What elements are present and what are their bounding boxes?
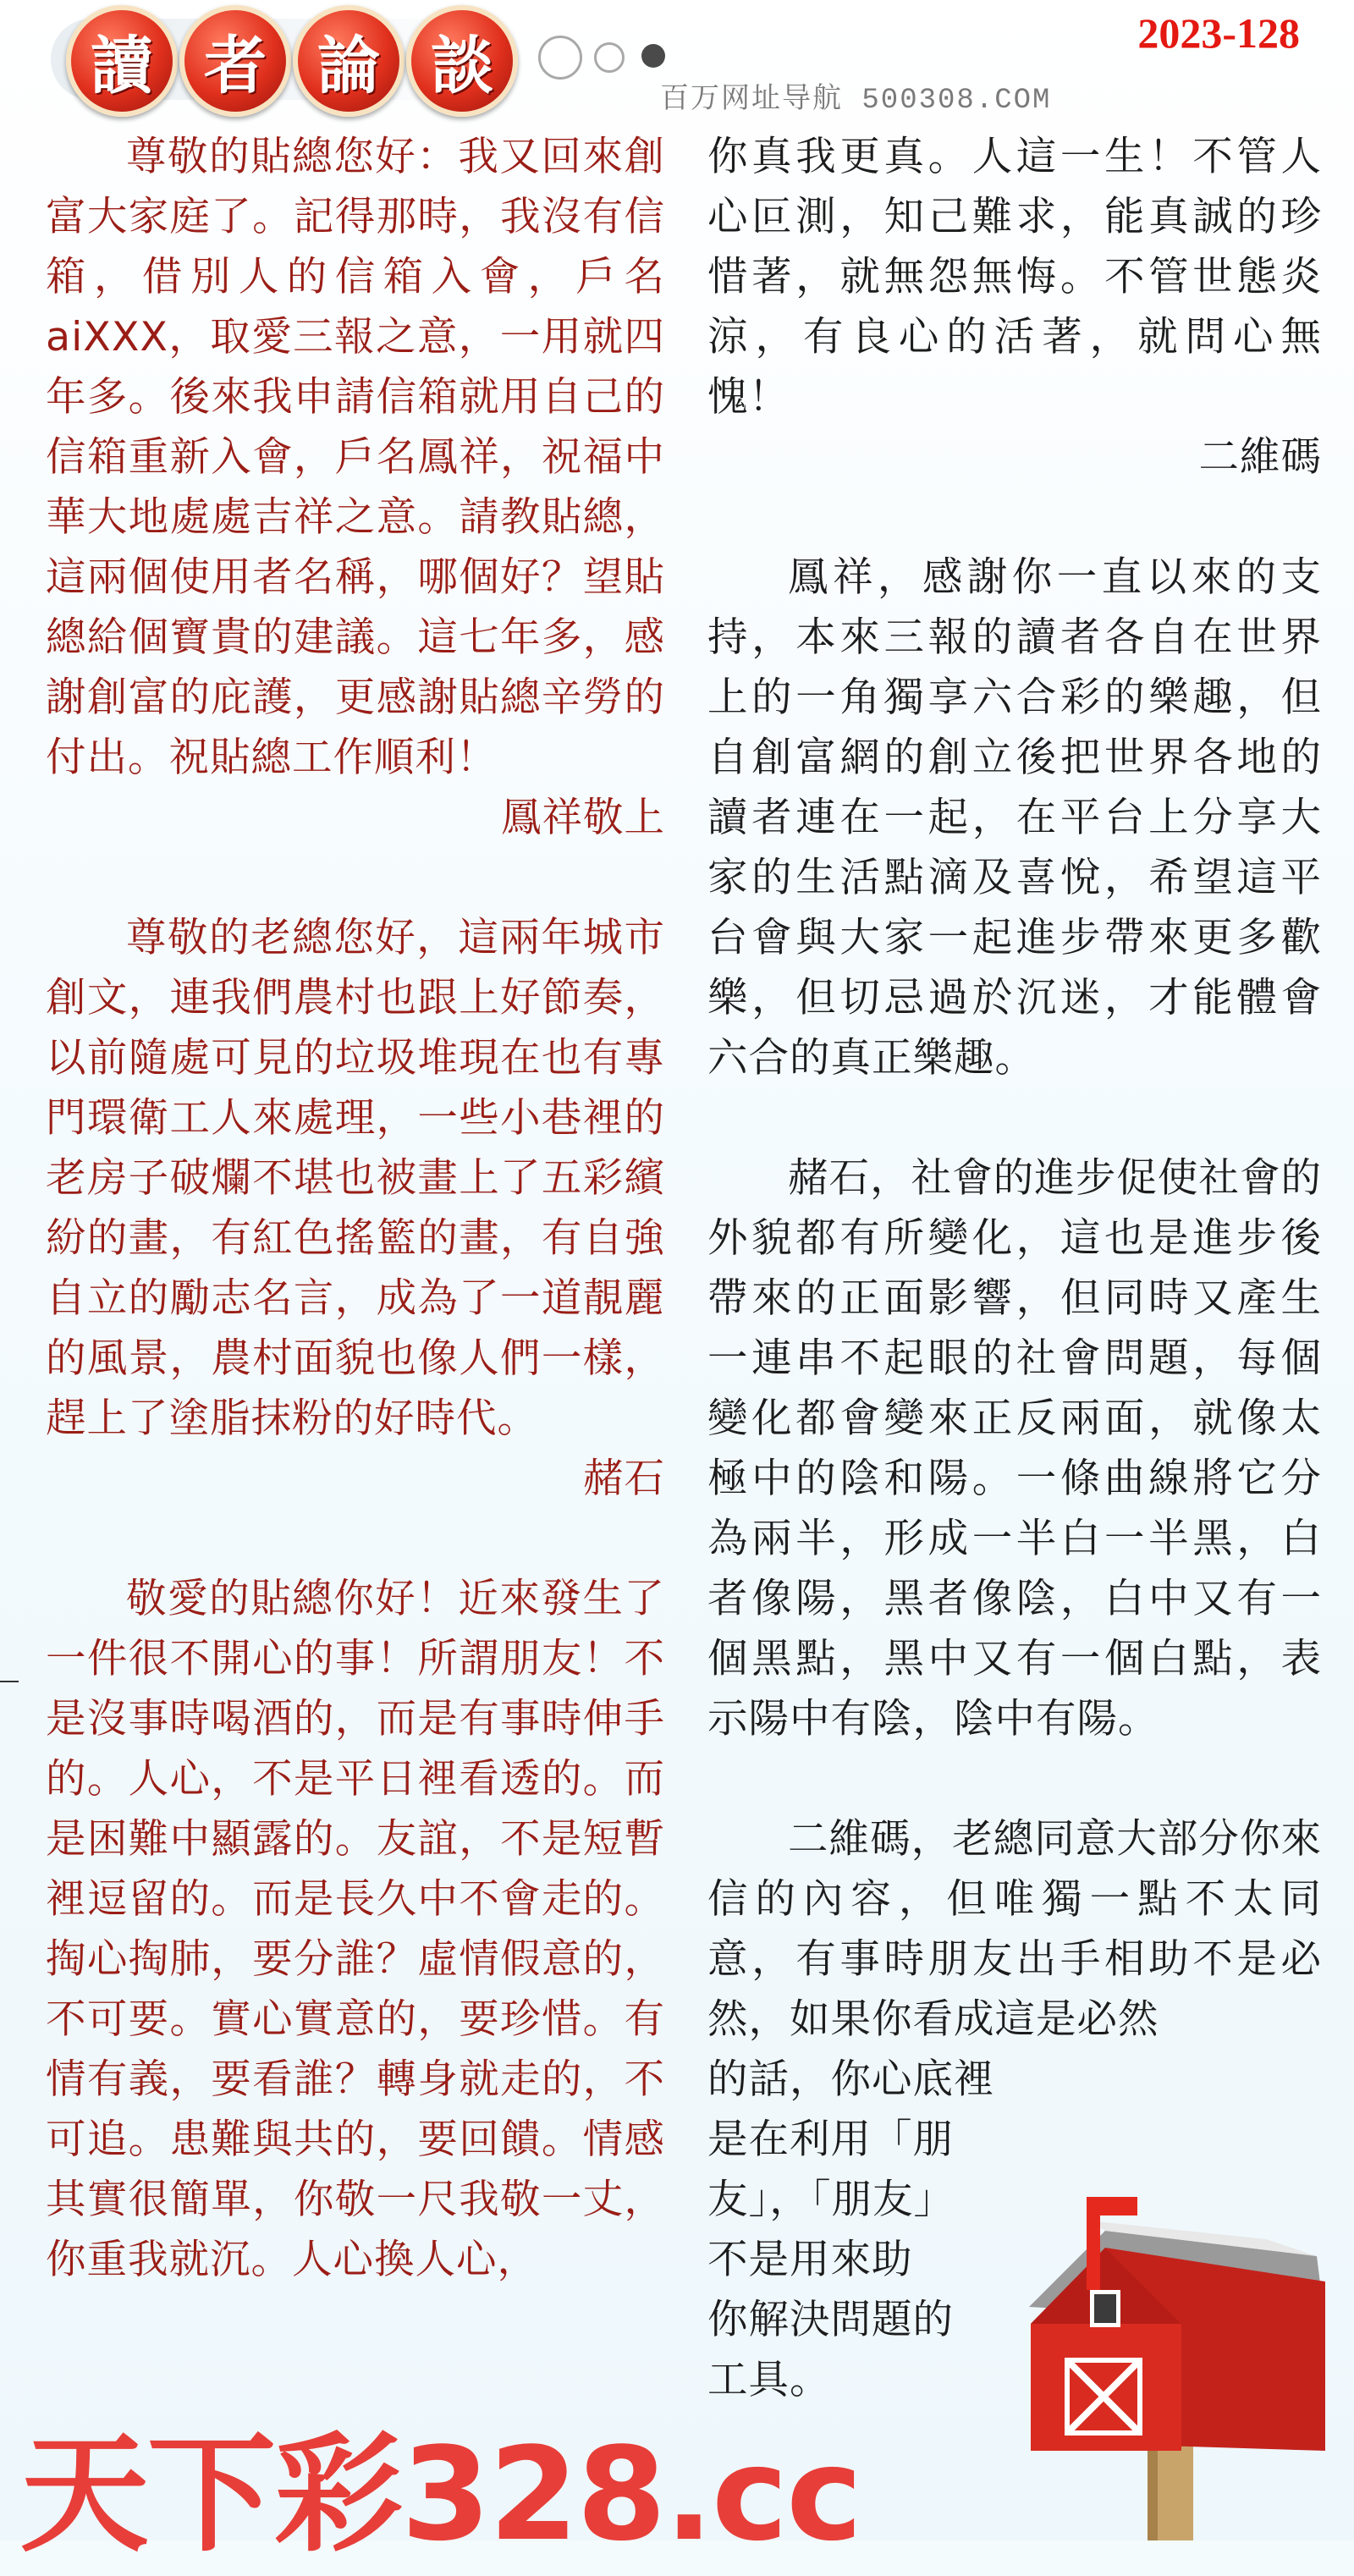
letter-3: [46, 1569, 665, 2290]
letter-3-text: 敬愛的貼總你好！近來發生了一件很不開心的事！所謂朋友！不是沒事時喝酒的，而是有事時伸手的。人心，不是平日裡看透的。而是困難中顯露的。友誼，不是短暫裡逗留的。而是長久中不會走的。掏心掏肺，要分誰？虛情假意的，不可要。實心實意的，要珍惜。有情有義，要看誰？轉身就走的，不可追。患難與共的，要回饋。情感其實很簡單，你敬一尺我敬一丈，你重我就沉。人心換人心，: [46, 1576, 665, 2283]
edge-mark: [0, 1681, 19, 1682]
left-column: [46, 127, 665, 2290]
reply-3-line-6: 是在利用「朋: [707, 2116, 954, 2163]
decor-dot-medium: [594, 42, 625, 73]
issue-number: 2023-128: [1137, 9, 1300, 57]
reply-2: [707, 1148, 1322, 1749]
letter-2-signature: 赭石: [583, 1456, 665, 1502]
right-column: [707, 127, 1322, 2410]
reply-1: [707, 548, 1322, 1088]
title-badge-1: 讀: [66, 5, 178, 117]
reply-3-intro: 二維碼，老總同意大部分你來信的內容，但唯獨一點不太同意，有事時朋友出手相助不是必然，如果你看成這是必然: [707, 1816, 1322, 2043]
title-badge-2: 者: [179, 5, 291, 117]
decor-dot-small: [641, 44, 665, 68]
letter-2-text: 尊敬的老總您好，這兩年城市創文，連我們農村也跟上好節奏，以前隨處可見的垃圾堆現在也有專門環衛工人來處理，一些小巷裡的老房子破爛不堪也被畫上了五彩繽紛的畫，有紅色搖籃的畫，有自強自立的勵志名言，成為了一道靚麗的風景，農村面貌也像人們一樣，趕上了塗脂抹粉的好時代。: [46, 915, 665, 1442]
letter-2: [46, 908, 665, 1509]
letter-1-signature: 鳳祥敬上: [501, 795, 665, 841]
reply-1-text: 鳳祥，感謝你一直以來的支持，本來三報的讀者各自在世界上的一角獨享六合彩的樂趣，但自創富網的創立後把世界各地的讀者連在一起，在平台上分享大家的生活點滴及喜悅，希望這平台會與大家一起進步帶來更多歡樂，但切忌過於沉迷，才能體會六合的真正樂趣。: [707, 554, 1322, 1082]
mailbox-illustration: [1012, 2197, 1342, 2540]
letter-1-text: 尊敬的貼總您好：我又回來創富大家庭了。記得那時，我沒有信箱，借別人的信箱入會，戶名aiXXX，取愛三報之意，一用就四年多。後來我申請信箱就用自己的信箱重新入會，戶名鳳祥，祝福中華大地處處吉祥之意。請教貼總，這兩個使用者名稱，哪個好？望貼總給個寶貴的建議。這七年多，感謝創富的庇護，更感謝貼總辛勞的付出。祝貼總工作順利！: [46, 134, 665, 781]
letter-1: [46, 127, 665, 848]
page-header: [0, 0, 1354, 127]
letter-3-continued: [707, 127, 1322, 487]
title-badge-4: 談: [406, 5, 518, 117]
site-url: 百万网址导航 500308.COM: [660, 85, 1052, 117]
watermark: 天下彩328.cc: [20, 2419, 861, 2569]
reply-3-line-5: 的話，你心底裡: [707, 2056, 995, 2103]
decor-dot-large: [538, 36, 582, 80]
letter-3-signature: 二維碼: [1198, 434, 1322, 481]
title-badge-3: 論: [293, 5, 405, 117]
reply-3-line-9: 你解決問題的: [707, 2297, 954, 2343]
letter-3-continued-text: 你真我更真。人這一生！不管人心叵測，知己難求，能真誠的珍惜著，就無怨無悔。不管世態炎涼，有良心的活著，就問心無愧！: [707, 134, 1322, 421]
reply-3-line-8: 不是用來助: [707, 2237, 913, 2283]
reply-3-line-7: 友」，「朋友」: [707, 2177, 955, 2223]
reply-2-text: 赭石，社會的進步促使社會的外貌都有所變化，這也是進步後帶來的正面影響，但同時又產生一連串不起眼的社會問題，每個變化都會變來正反兩面，就像太極中的陰和陽。一條曲線將它分為兩半，形成一半白一半黑，白者像陽，黑者像陰，白中又有一個黑點，黑中又有一個白點，表示陽中有陰，陰中有陽。: [707, 1155, 1322, 1742]
reply-3-line-10: 工具。: [707, 2357, 831, 2403]
